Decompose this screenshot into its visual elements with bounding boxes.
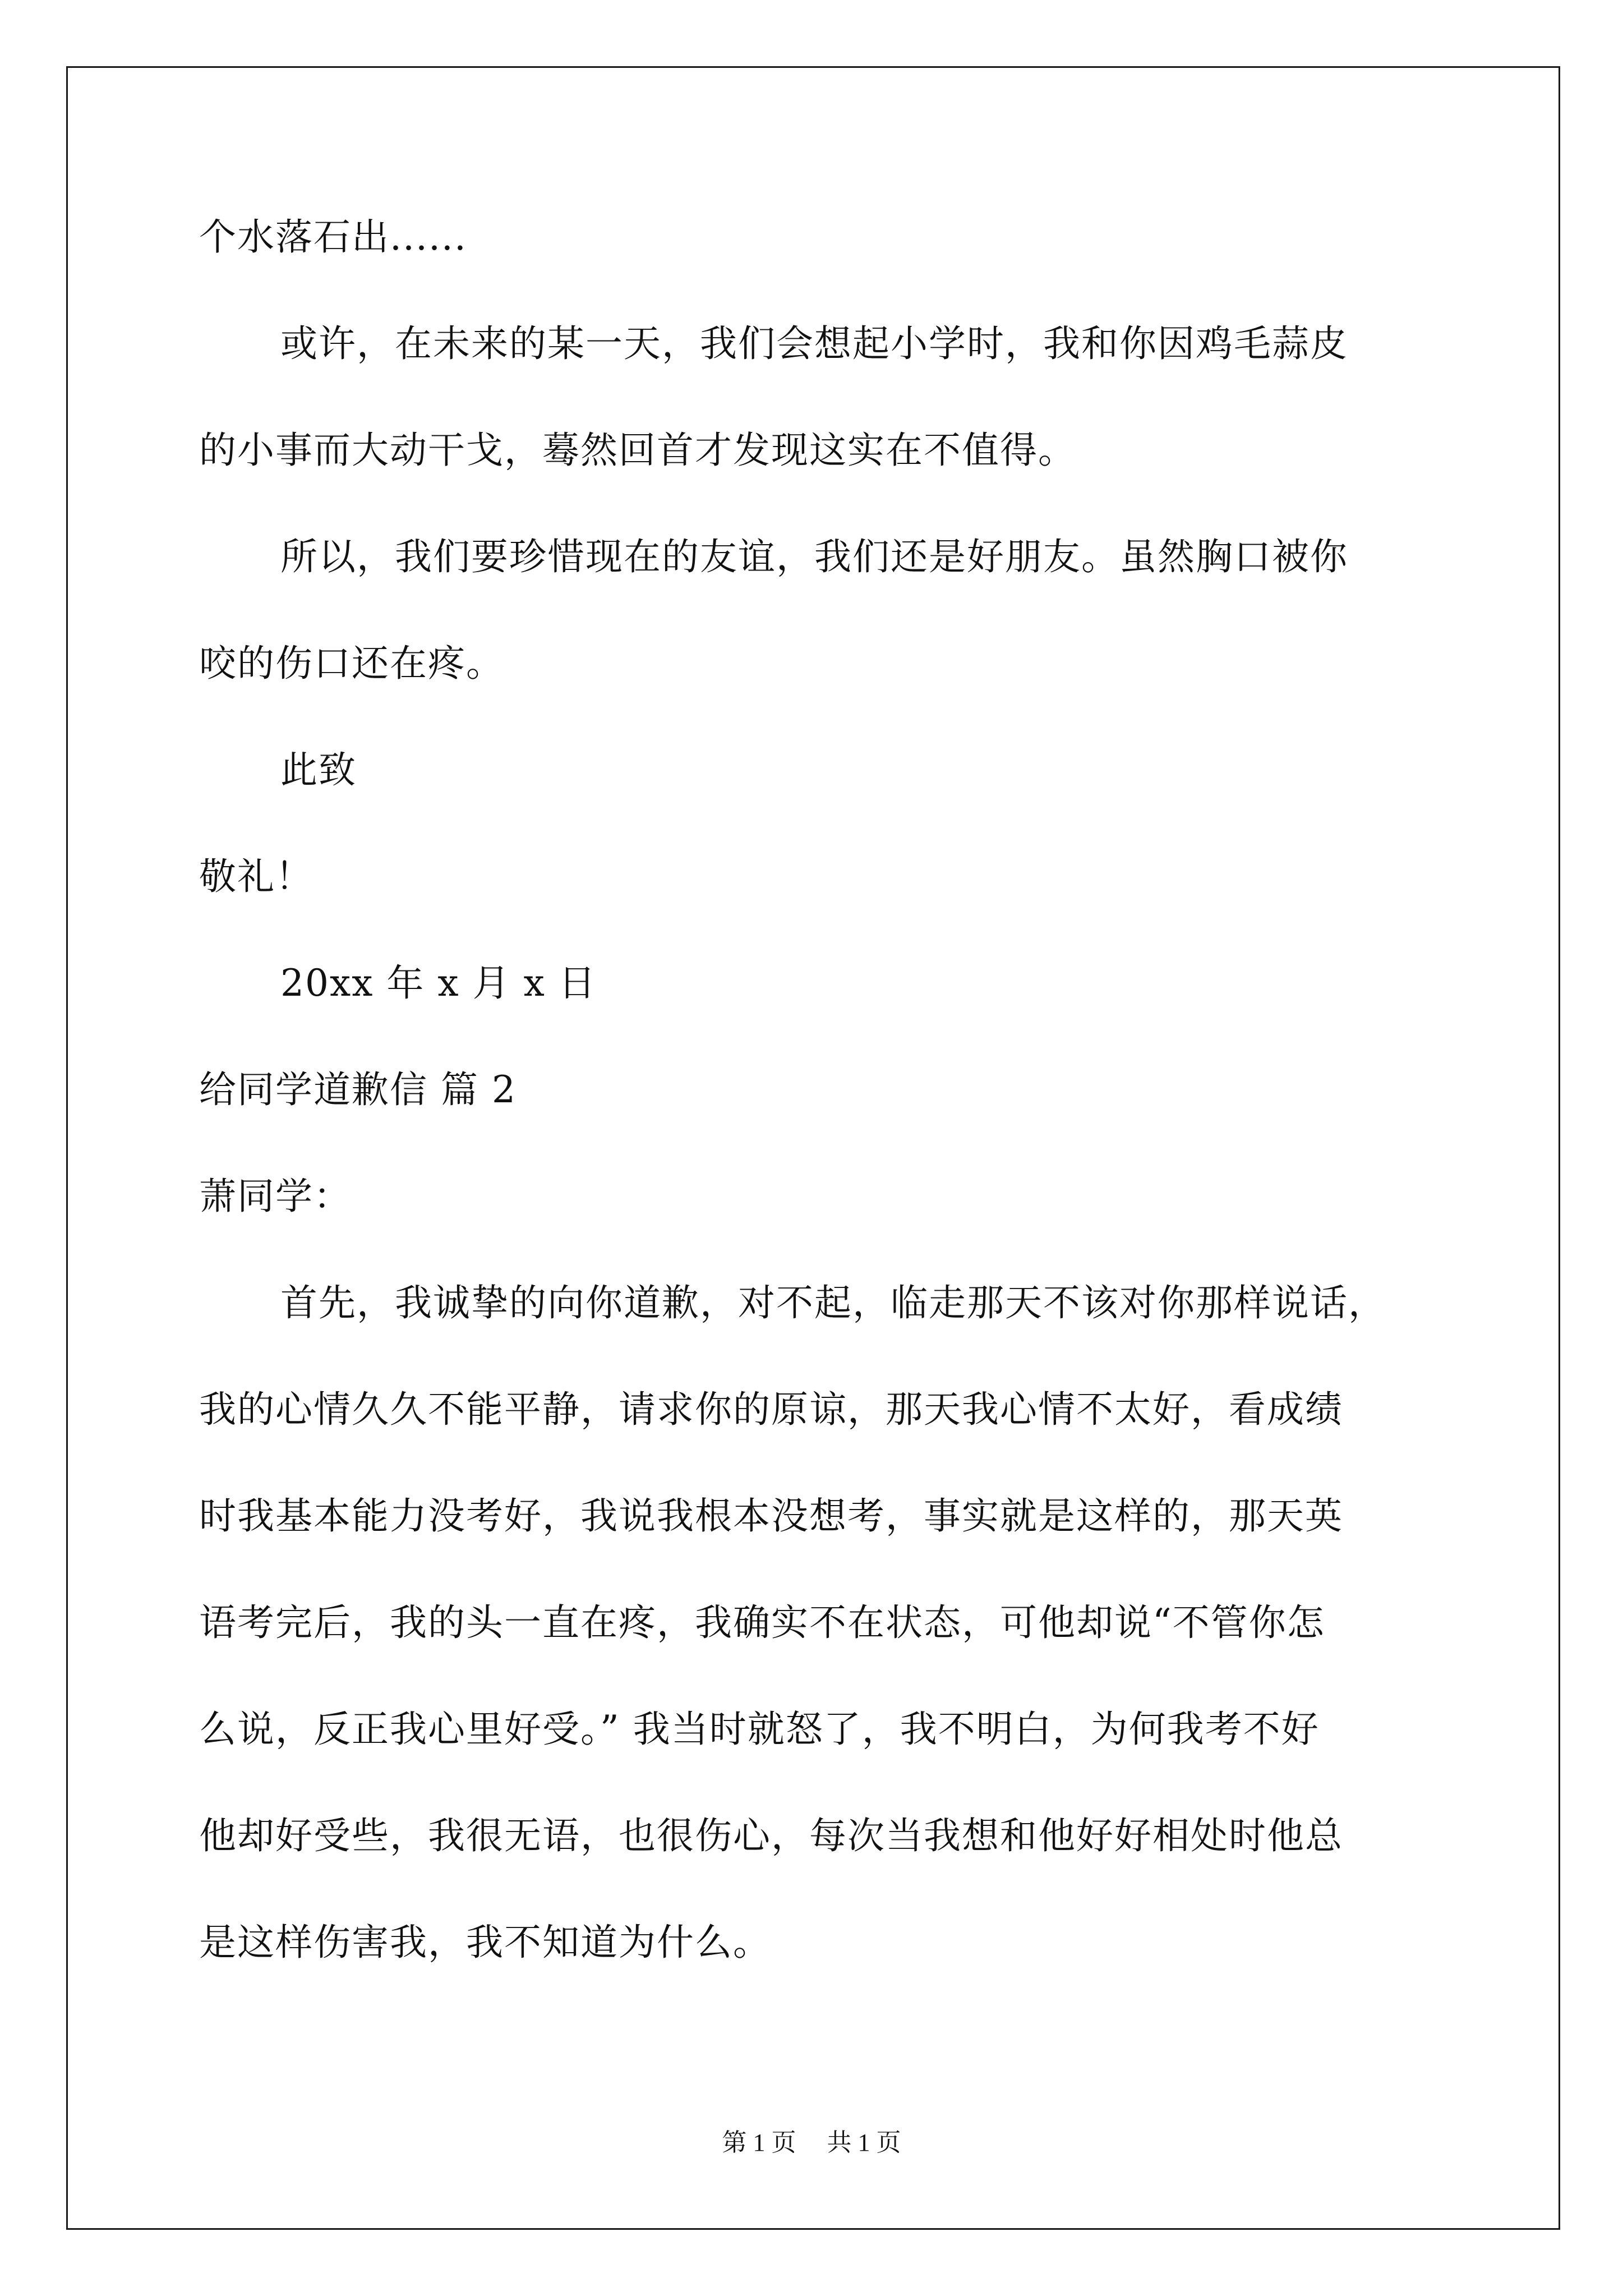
closing-regards: 敬礼！ [199, 855, 313, 898]
text-line-12: 我的心情久久不能平静，请求你的原谅，那天我心情不太好，看成绩 [199, 1388, 1343, 1431]
text-line-11: 首先，我诚挚的向你道歉，对不起，临走那天不该对你那样说话， [280, 1281, 1386, 1324]
text-line-14: 语考完后，我的头一直在疼，我确实不在状态，可他却说“不管你怎 [199, 1601, 1325, 1644]
section-title: 给同学道歉信 篇 2 [199, 1068, 517, 1111]
text-line-5: 咬的伤口还在疼。 [199, 642, 504, 685]
letter-greeting: 萧同学： [199, 1175, 352, 1218]
text-line-3: 的小事而大动干戈，蓦然回首才发现这实在不值得。 [199, 429, 1076, 472]
text-line-16: 他却好受些，我很无语，也很伤心，每次当我想和他好好相处时他总 [199, 1814, 1343, 1857]
closing-salutation: 此致 [280, 748, 357, 792]
letter-date: 20xx 年 x 月 x 日 [280, 961, 597, 1005]
text-line-17: 是这样伤害我，我不知道为什么。 [199, 1921, 771, 1964]
text-line-13: 时我基本能力没考好，我说我根本没想考，事实就是这样的，那天英 [199, 1494, 1343, 1538]
document-body [199, 215, 1450, 2031]
text-line-1: 个水落石出...... [199, 215, 467, 259]
page-number-total: 共 1 页 [827, 2129, 901, 2156]
text-line-15: 么说，反正我心里好受。” 我当时就怒了，我不明白，为何我考不好 [199, 1708, 1320, 1751]
text-line-2: 或许，在未来的某一天，我们会想起小学时，我和你因鸡毛蒜皮 [280, 322, 1348, 365]
text-line-4: 所以，我们要珍惜现在的友谊，我们还是好朋友。虽然胸口被你 [280, 535, 1348, 578]
page-footer [0, 2129, 1623, 2157]
page-number-current: 第 1 页 [722, 2129, 796, 2156]
